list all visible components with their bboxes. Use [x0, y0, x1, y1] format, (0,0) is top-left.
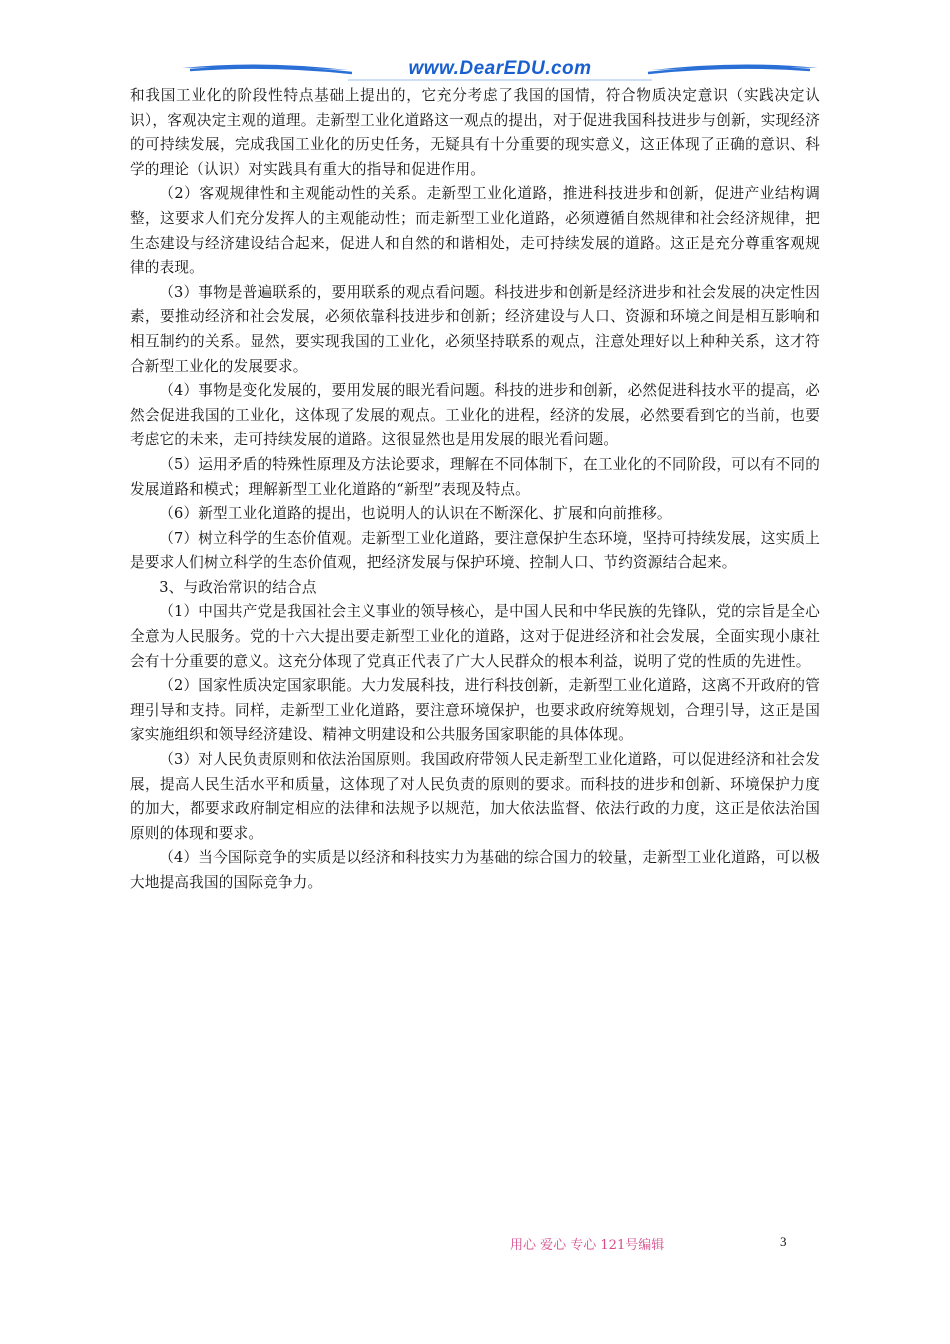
- header-site-name: www.DearEDU.com: [408, 58, 592, 79]
- footer-note: 用心 爱心 专心 121号编辑: [510, 1238, 665, 1253]
- paragraph-point-7: （7）树立科学的生态价值观。走新型工业化道路，要注意保护生态环境，坚持可持续发展，这实质上是要求人们树立科学的生态价值观，把经济发展与保护环境、控制人口、节约资源结合起来。: [130, 529, 820, 572]
- paragraph-point-6: （6）新型工业化道路的提出，也说明人的认识在不断深化、扩展和向前推移。: [159, 505, 672, 523]
- section-heading-politics: 3、与政治常识的结合点: [159, 578, 317, 596]
- page-number: 3: [780, 1234, 787, 1249]
- page-header: [180, 56, 820, 84]
- document-body: [130, 84, 820, 896]
- paragraph-point-4: （4）事物是变化发展的，要用发展的眼光看问题。科技的进步和创新，必然促进科技水平的提高，必然会促进我国的工业化，这体现了发展的观点。工业化的进程，经济的发展，必然要看到它的当前，也要考虑它的未来，走可持续发展的道路。这很显然也是用发展的眼光看问题。: [130, 382, 820, 449]
- paragraph-politics-2: （2）国家性质决定国家职能。大力发展科技，进行科技创新，走新型工业化道路，这离不开政府的管理引导和支持。同样，走新型工业化道路，要注意环境保护，也要求政府统筹规划，合理引导，这正是国家实施组织和领导经济建设、精神文明建设和公共服务国家职能的具体体现。: [130, 677, 820, 744]
- paragraph-point-5: （5）运用矛盾的特殊性原理及方法论要求，理解在不同体制下，在工业化的不同阶段，可以有不同的发展道路和模式；理解新型工业化道路的“新型”表现及特点。: [130, 455, 820, 498]
- paragraph-continuation: 和我国工业化的阶段性特点基础上提出的，它充分考虑了我国的国情，符合物质决定意识（实践决定认识），客观决定主观的道理。走新型工业化道路这一观点的提出，对于促进我国科技进步与创新，实现经济的可持续发展，完成我国工业化的历史任务，无疑具有十分重要的现实意义，这正体现了正确的意识、科学的理论（认识）对实践具有重大的指导和促进作用。: [130, 87, 820, 178]
- paragraph-politics-1: （1）中国共产党是我国社会主义事业的领导核心，是中国人民和中华民族的先锋队，党的宗旨是全心全意为人民服务。党的十六大提出要走新型工业化的道路，这对于促进经济和社会发展，全面实现小康社会有十分重要的意义。这充分体现了党真正代表了广大人民群众的根本利益，说明了党的性质的先进性。: [130, 603, 820, 670]
- paragraph-point-3: （3）事物是普遍联系的，要用联系的观点看问题。科技进步和创新是经济进步和社会发展的决定性因素，要推动经济和社会发展，必须依靠科技进步和创新；经济建设与人口、资源和环境之间是相互影响和相互制约的关系。显然，要实现我国的工业化，必须坚持联系的观点，注意处理好以上种种关系，这才符合新型工业化的发展要求。: [130, 283, 820, 375]
- paragraph-politics-3: （3）对人民负责原则和依法治国原则。我国政府带领人民走新型工业化道路，可以促进经济和社会发展，提高人民生活水平和质量，这体现了对人民负责的原则的要求。而科技的进步和创新、环境保护力度的加大，都要求政府制定相应的法律和法规予以规范，加大依法监督、依法行政的力度，这正是依法治国原则的体现和要求。: [130, 751, 820, 842]
- paragraph-point-2: （2）客观规律性和主观能动性的关系。走新型工业化道路，推进科技进步和创新，促进产业结构调整，这要求人们充分发挥人的主观能动性；而走新型工业化道路，必须遵循自然规律和社会经济规律，把生态建设与经济建设结合起来，促进人和自然的和谐相处，走可持续发展的道路。这正是充分尊重客观规律的表现。: [130, 185, 820, 277]
- paragraph-politics-4: （4）当今国际竞争的实质是以经济和科技实力为基础的综合国力的较量，走新型工业化道路，可以极大地提高我国的国际竞争力。: [130, 849, 820, 891]
